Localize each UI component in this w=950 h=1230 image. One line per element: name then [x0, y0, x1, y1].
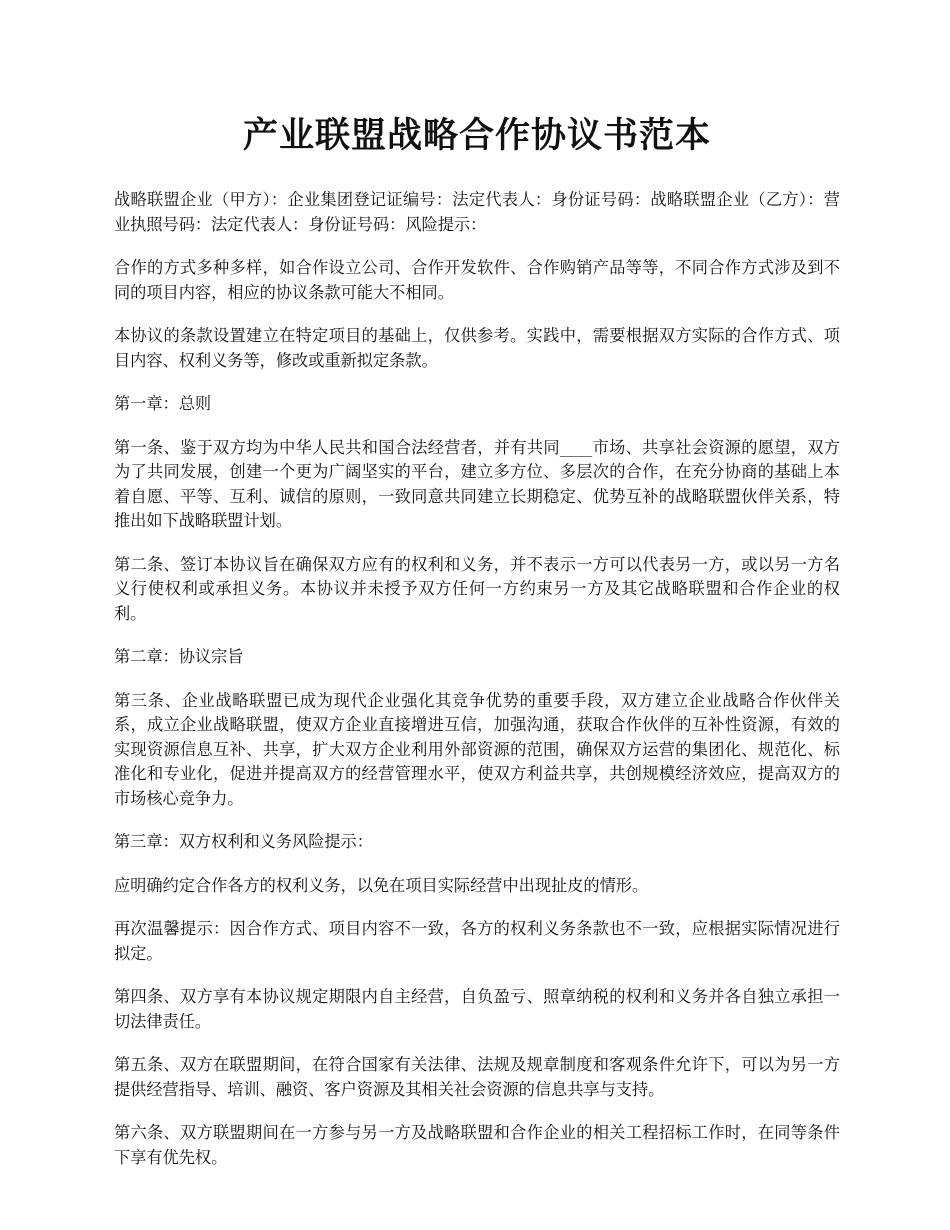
reference-note-paragraph: 本协议的条款设置建立在特定项目的基础上，仅供参考。实践中，需要根据双方实际的合作方式、项目内容、权利义务等，修改或重新拟定条款。: [114, 326, 840, 370]
document-title: 产业联盟战略合作协议书范本: [242, 115, 711, 156]
chapter-1-heading: 第一章：总则: [114, 394, 212, 413]
article-5-paragraph: 第五条、双方在联盟期间，在符合国家有关法律、法规及规章制度和客观条件允许下，可以为另一方提供经营指导、培训、融资、客户资源及其相关社会资源的信息共享与支持。: [114, 1055, 840, 1099]
article-3-paragraph: 第三条、企业战略联盟已成为现代企业强化其竞争优势的重要手段，双方建立企业战略合作伙伴关系，成立企业战略联盟，使双方企业直接增进互信，加强沟通，获取合作伙伴的互补性资源，有效的实现资源信息互补、共享，扩大双方企业利用外部资源的范围，确保双方运营的集团化、规范化、标准化和专业化，促进并提高双方的经营管理水平，使双方利益共享，共创规模经济效应，提高双方的市场核心竞争力。: [114, 690, 840, 808]
chapter-2-heading: 第二章：协议宗旨: [114, 647, 244, 666]
cooperation-methods-paragraph: 合作的方式多种多样，如合作设立公司、合作开发软件、合作购销产品等等，不同合作方式涉及到不同的项目内容，相应的协议条款可能大不相同。: [114, 258, 840, 302]
article-4-paragraph: 第四条、双方享有本协议规定期限内自主经营，自负盈亏、照章纳税的权利和义务并各自独立承担一切法律责任。: [114, 987, 840, 1031]
article-2-paragraph: 第二条、签订本协议旨在确保双方应有的权利和义务，并不表示一方可以代表另一方，或以另一方名义行使权利或承担义务。本协议并未授予双方任何一方约束另一方及其它战略联盟和合作企业的权利。: [114, 554, 840, 623]
reminder-paragraph: 再次温馨提示：因合作方式、项目内容不一致，各方的权利义务条款也不一致，应根据实际情况进行拟定。: [114, 919, 840, 963]
chapter-3-heading: 第三章：双方权利和义务风险提示：: [114, 832, 373, 851]
article-1-paragraph: 第一条、鉴于双方均为中华人民共和国合法经营者，并有共同____市场、共享社会资源的愿望，双方为了共同发展，创建一个更为广阔坚实的平台，建立多方位、多层次的合作，在充分协商的基础上本着自愿、平等、互利、诚信的原则，一致同意共同建立长期稳定、优势互补的战略联盟伙伴关系，特推出如下战略联盟计划。: [114, 437, 840, 530]
article-6-paragraph: 第六条、双方联盟期间在一方参与另一方及战略联盟和合作企业的相关工程招标工作时，在同等条件下享有优先权。: [114, 1123, 840, 1167]
parties-paragraph: 战略联盟企业（甲方）：企业集团登记证编号：法定代表人：身份证号码：战略联盟企业（乙方）：营业执照号码：法定代表人：身份证号码：风险提示：: [114, 190, 840, 234]
rights-note-paragraph: 应明确约定合作各方的权利义务，以免在项目实际经营中出现扯皮的情形。: [114, 875, 649, 895]
